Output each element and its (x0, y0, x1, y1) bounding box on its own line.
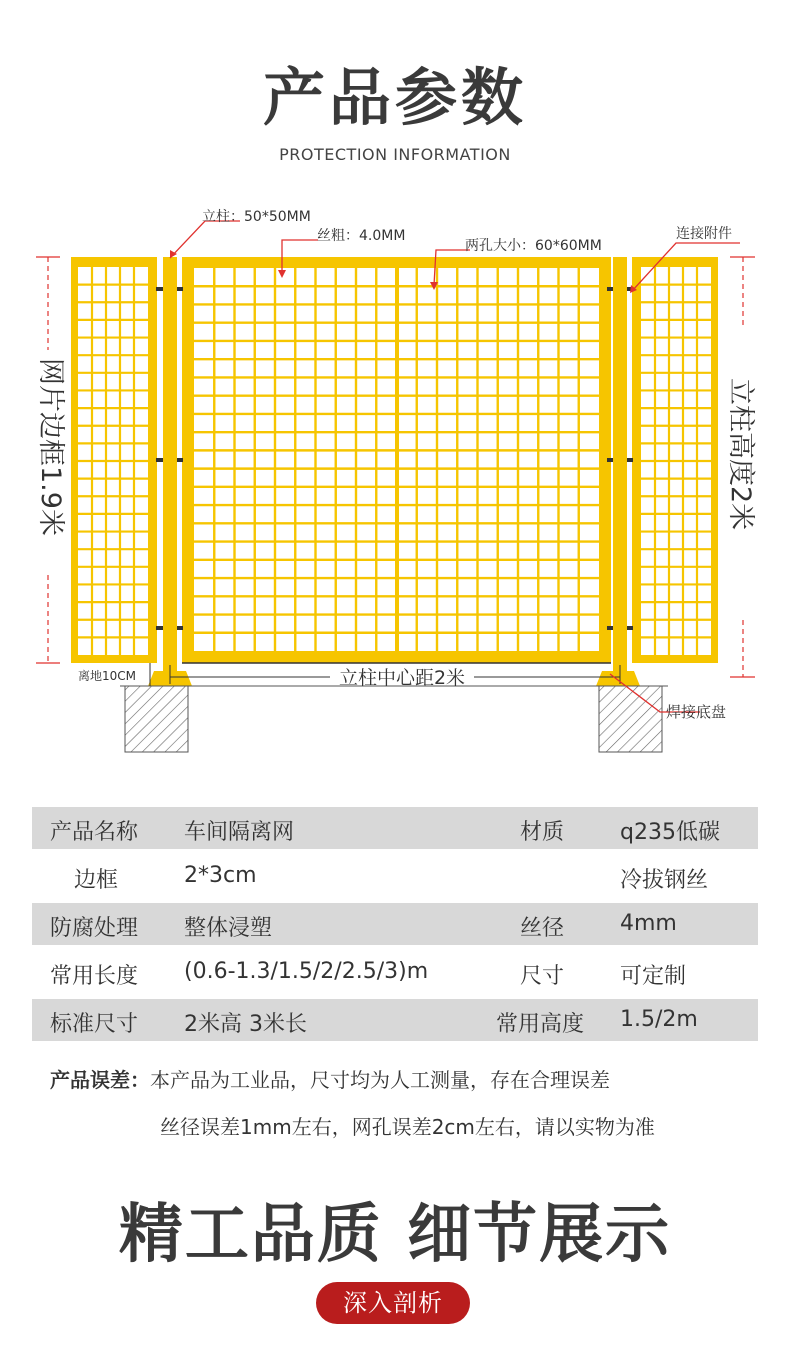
spec-row (32, 807, 758, 849)
ground-clearance-label: 离地10CM (78, 669, 137, 683)
right-base-block (599, 686, 662, 752)
spec-key: 尺寸 (520, 964, 565, 989)
mesh-spec-label: 两孔大小：60*60MM (465, 238, 602, 254)
spec-key: 丝径 (520, 916, 565, 941)
spec-value: 2米高 3米长 (184, 1012, 307, 1037)
page-subtitle: PROTECTION INFORMATION (279, 145, 511, 164)
deep-dive-button[interactable]: 深入剖析 (316, 1282, 470, 1324)
post-height-label: 立柱高度2米 (725, 378, 756, 531)
right-mesh-panel (632, 257, 718, 663)
wire-spec-label: 丝粗：4.0MM (317, 228, 406, 244)
main-mesh-panel (182, 257, 611, 663)
right-post (613, 257, 627, 677)
left-mesh-panel (71, 257, 157, 663)
spec-key: 边框 (74, 868, 119, 893)
left-post (163, 257, 177, 677)
spec-table (32, 807, 758, 1047)
post-spec-label: 立柱：50*50MM (202, 209, 311, 225)
spec-key: 标准尺寸 (50, 1012, 139, 1037)
spec-value: 整体浸塑 (184, 916, 273, 941)
fence-diagram (0, 195, 790, 770)
spec-value: 冷拔钢丝 (620, 868, 709, 893)
error-note-text: 本产品为工业品，尺寸均为人工测量，存在合理误差 (150, 1068, 610, 1092)
base-label: 焊接底盘 (666, 703, 727, 721)
spec-key: 材质 (520, 820, 565, 845)
spec-key: 常用长度 (50, 964, 139, 989)
spec-value: 1.5/2m (620, 1007, 698, 1032)
spec-value: 4mm (620, 911, 677, 936)
spec-value: (0.6-1.3/1.5/2/2.5/3)m (184, 959, 429, 984)
spec-key: 常用高度 (496, 1012, 585, 1037)
spec-key: 防腐处理 (50, 916, 139, 941)
spec-value: 2*3cm (184, 863, 257, 888)
spec-key: 产品名称 (50, 820, 139, 845)
spec-value: 车间隔离网 (184, 820, 295, 845)
error-note-line2: 丝径误差1mm左右，网孔误差2cm左右，请以实物为准 (160, 1115, 655, 1139)
error-note-line1 (50, 1064, 610, 1093)
connector-label: 连接附件 (676, 226, 732, 242)
left-base-block (125, 686, 188, 752)
spec-row (32, 999, 758, 1041)
detail-section-title: 精工品质 细节展示 (118, 1198, 672, 1272)
panel-frame-label: 网片边框1.9米 (35, 358, 66, 536)
spec-value: q235低碳 (620, 820, 720, 845)
right-base-plate (596, 671, 640, 686)
spec-value: 可定制 (620, 964, 687, 989)
spec-row (32, 903, 758, 945)
spec-row (32, 855, 758, 897)
error-note-label: 产品误差： (50, 1068, 150, 1092)
page-title: 产品参数 (262, 61, 527, 134)
post-spacing-label: 立柱中心距2米 (338, 667, 466, 689)
spec-row (32, 951, 758, 993)
